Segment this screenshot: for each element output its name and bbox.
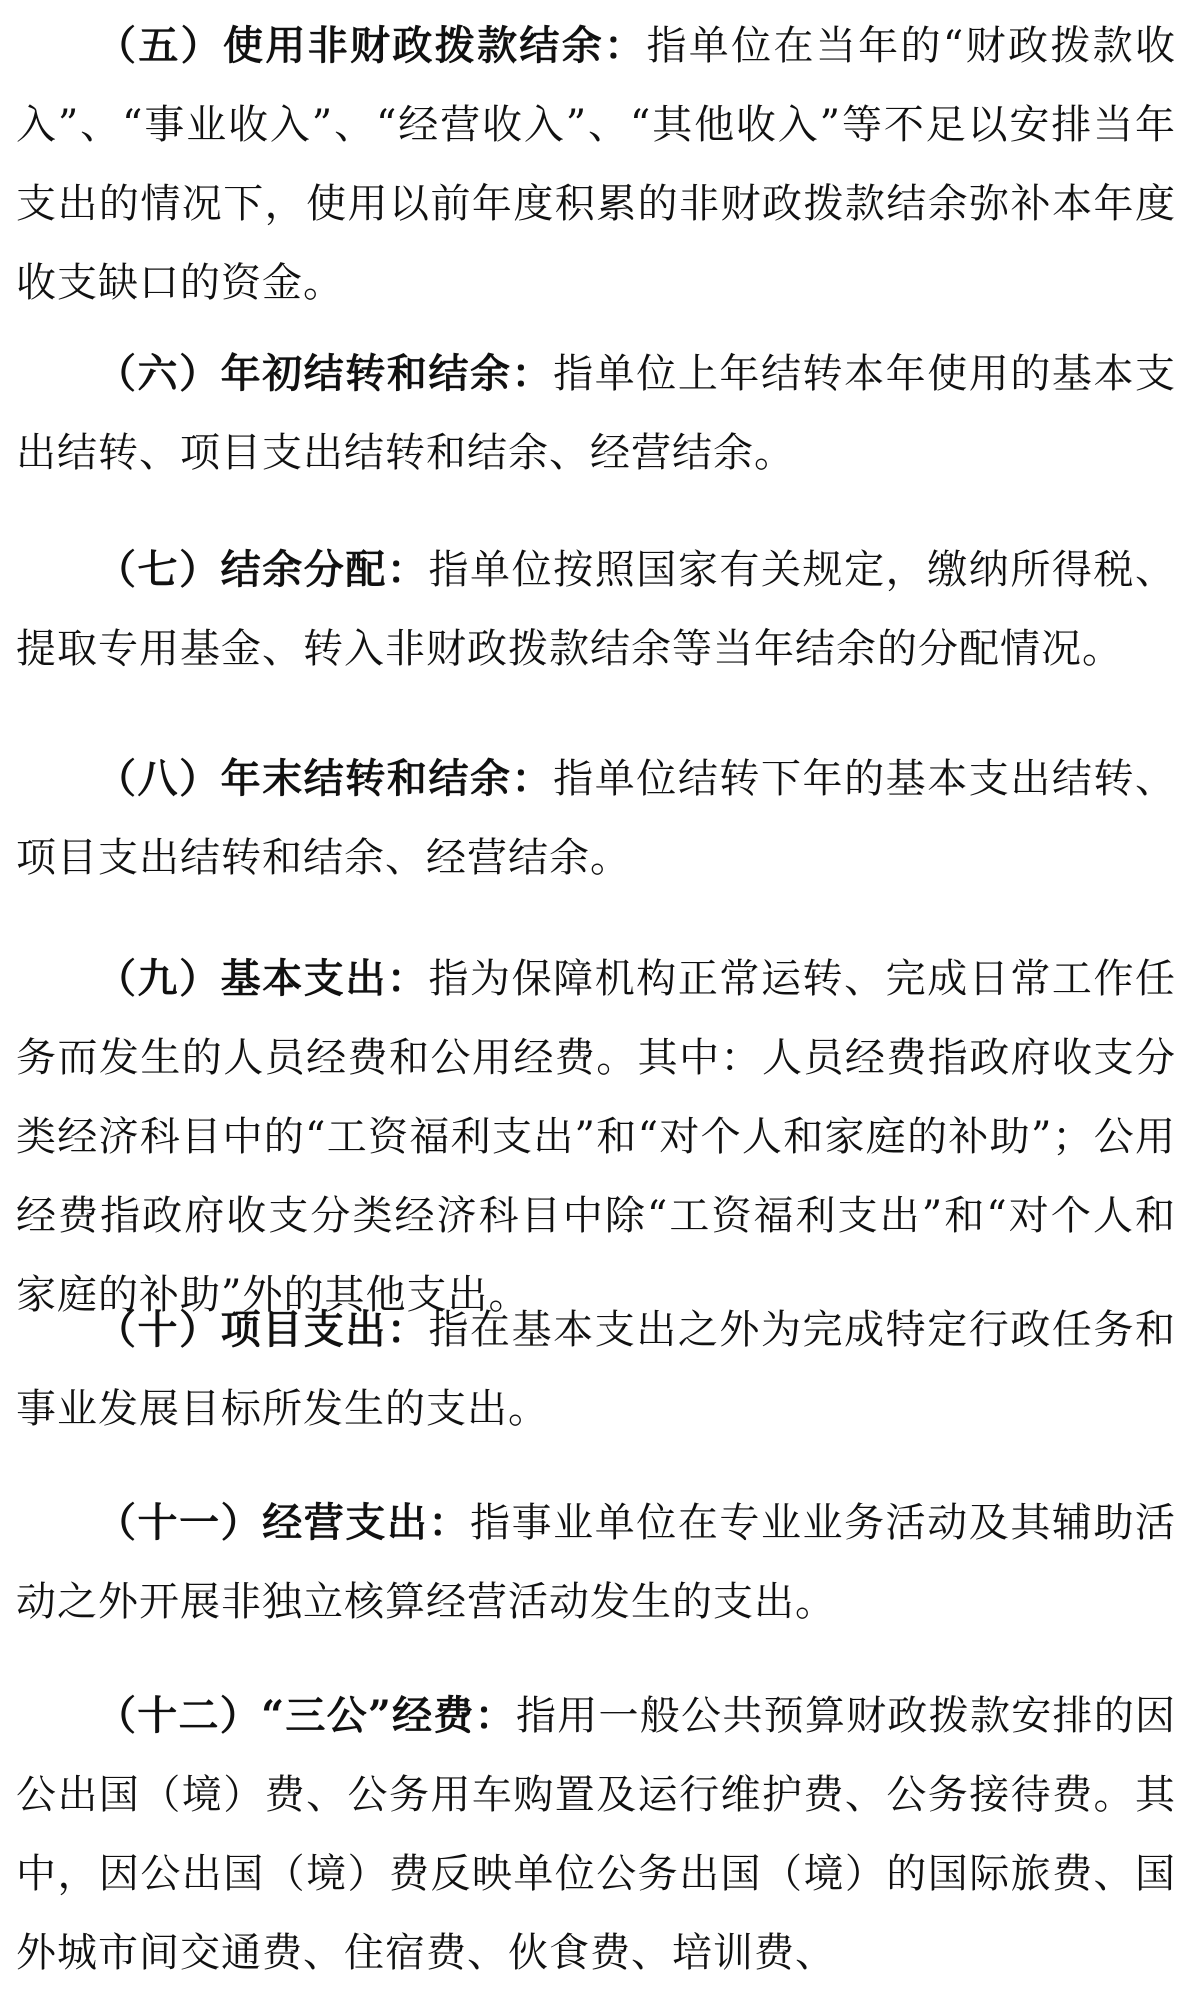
term-definition: 指单位上年结转本年使用的基本支出结转、项目支出结转和结余、经营结余。 xyxy=(16,351,1177,476)
term-heading: （九）基本支出： xyxy=(96,955,429,1002)
term-definition: 指事业单位在专业业务活动及其辅助活动之外开展非独立核算经营活动发生的支出。 xyxy=(16,1500,1177,1625)
term-heading: （七）结余分配： xyxy=(96,546,429,593)
paragraph-year-end-carryover xyxy=(16,739,1176,898)
term-definition: 指为保障机构正常运转、完成日常工作任务而发生的人员经费和公用经费。其中：人员经费指政府收支分类经济科目中的“工资福利支出”和“对个人和家庭的补助”；公用经费指政府收支分类经济科目中除“工资福利支出”和“对个人和家庭的补助”外的其他支出。 xyxy=(16,956,1177,1318)
paragraph-balance-distribution xyxy=(16,530,1176,689)
paragraph-three-public-expenses xyxy=(16,1676,1176,1993)
term-heading: （十二）“三公”经费： xyxy=(96,1692,516,1739)
term-definition: 指单位按照国家有关规定，缴纳所得税、提取专用基金、转入非财政拨款结余等当年结余的分配情况。 xyxy=(16,547,1177,672)
term-definition: 指单位结转下年的基本支出结转、项目支出结转和结余、经营结余。 xyxy=(16,756,1177,881)
term-definition: 指用一般公共预算财政拨款安排的因公出国（境）费、公务用车购置及运行维护费、公务接待费。其中，因公出国（境）费反映单位公务出国（境）的国际旅费、国外城市间交通费、住宿费、伙食费、培训费、 xyxy=(16,1693,1177,1976)
paragraph-non-fiscal-balance-usage xyxy=(16,6,1176,323)
term-definition: 指单位在当年的“财政拨款收入”、“事业收入”、“经营收入”、“其他收入”等不足以安排当年支出的情况下，使用以前年度积累的非财政拨款结余弥补本年度收支缺口的资金。 xyxy=(16,23,1177,306)
paragraph-beginning-carryover xyxy=(16,334,1176,493)
paragraph-basic-expenditure xyxy=(16,939,1176,1335)
term-heading: （十）项目支出： xyxy=(96,1306,429,1353)
term-heading: （六）年初结转和结余： xyxy=(96,350,554,397)
term-heading: （五）使用非财政拨款结余： xyxy=(96,22,647,69)
term-heading: （八）年末结转和结余： xyxy=(96,755,554,802)
paragraph-operating-expenditure xyxy=(16,1483,1176,1642)
term-definition: 指在基本支出之外为完成特定行政任务和事业发展目标所发生的支出。 xyxy=(16,1307,1177,1432)
term-heading: （十一）经营支出： xyxy=(96,1499,471,1546)
paragraph-project-expenditure xyxy=(16,1290,1176,1449)
